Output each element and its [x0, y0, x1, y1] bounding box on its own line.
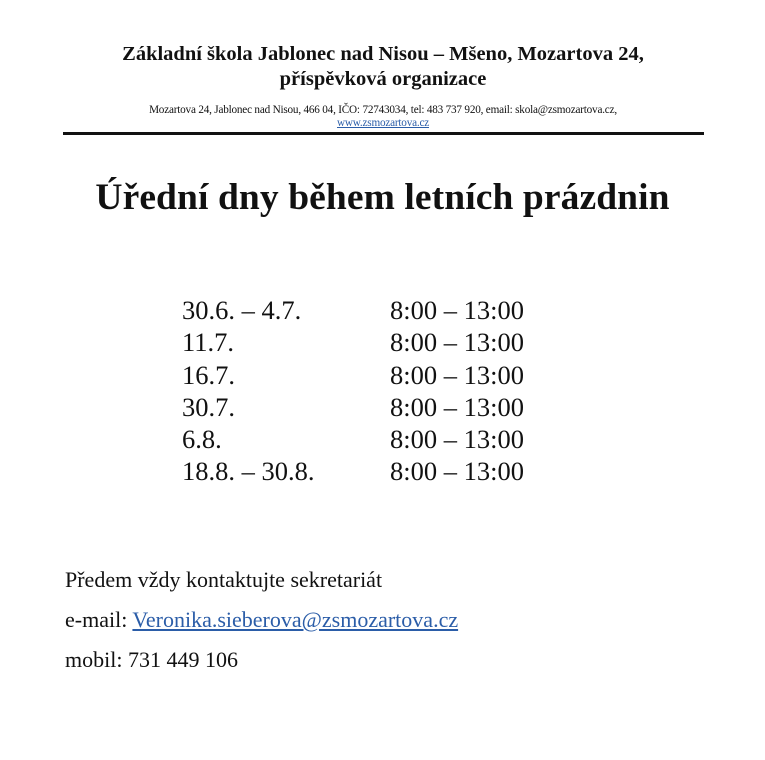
website-link[interactable]: www.zsmozartova.cz: [337, 117, 429, 129]
schedule-row: [182, 423, 524, 455]
email-label: e-mail:: [65, 607, 133, 632]
address-line: Mozartova 24, Jablonec nad Nisou, 466 04, IČO: 72743034, tel: 483 737 920, email: skola@zsmozartova.cz,: [149, 104, 617, 116]
contact-phone-line: [65, 640, 458, 680]
schedule-row: [182, 359, 524, 391]
page-title: Úřední dny během letních prázdnin: [95, 177, 670, 218]
schedule-hours: 8:00 – 13:00: [390, 456, 524, 487]
schedule-row: [182, 455, 524, 487]
schedule-hours: 8:00 – 13:00: [390, 391, 524, 422]
schedule-date: 30.6. – 4.7.: [182, 295, 302, 325]
phone-number: 731 449 106: [127, 647, 238, 672]
contact-email-line: [65, 600, 458, 640]
schedule-table: [182, 294, 524, 488]
header-divider: [63, 132, 704, 135]
schedule-row: [182, 294, 524, 326]
school-name-line1: Základní škola Jablonec nad Nisou – Mšeno, Mozartova 24,: [122, 43, 644, 65]
school-address: [63, 104, 703, 130]
schedule-date: 18.8. – 30.8.: [182, 456, 315, 487]
contact-section: [65, 560, 458, 680]
schedule-date: 6.8.: [182, 424, 222, 455]
phone-label: mobil:: [65, 647, 128, 672]
school-name-heading: [63, 42, 703, 92]
schedule-date: 11.7.: [182, 327, 235, 358]
email-link[interactable]: Veronika.sieberova@zsmozartova.cz: [132, 607, 459, 632]
contact-note: Předem vždy kontaktujte sekretariát: [65, 567, 383, 592]
schedule-row: [182, 391, 524, 423]
schedule-hours: 8:00 – 13:00: [390, 295, 524, 325]
schedule-hours: 8:00 – 13:00: [390, 424, 524, 455]
schedule-hours: 8:00 – 13:00: [390, 327, 524, 358]
school-name-line2: příspěvková organizace: [279, 68, 487, 90]
schedule-date: 16.7.: [182, 359, 235, 390]
schedule-hours: 8:00 – 13:00: [390, 359, 524, 390]
schedule-date: 30.7.: [182, 391, 235, 422]
schedule-row: [182, 326, 524, 358]
